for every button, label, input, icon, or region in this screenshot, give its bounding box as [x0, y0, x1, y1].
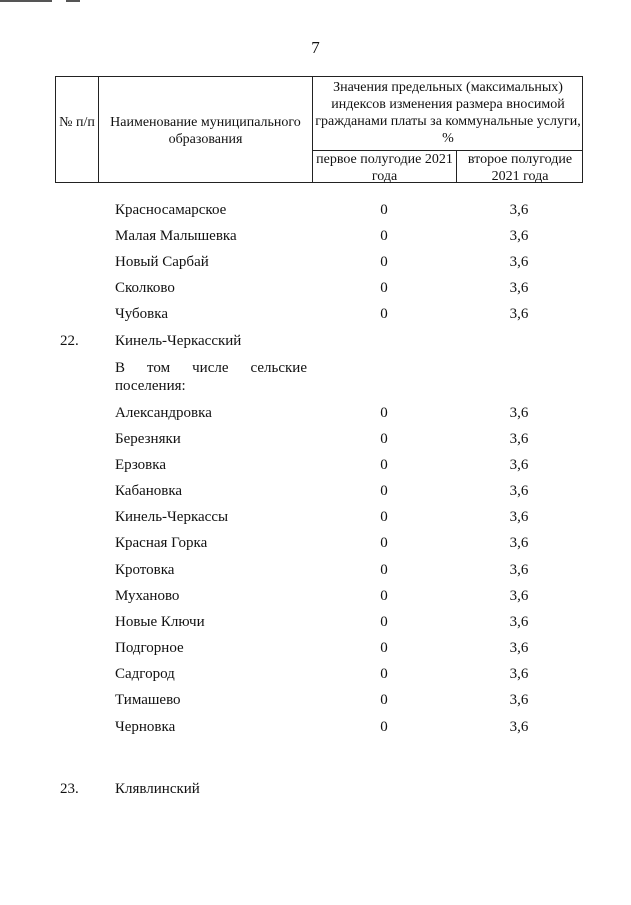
- settlement-name: Муханово: [115, 588, 180, 604]
- table-row: [0, 429, 631, 449]
- rural-settlements-note: В том числе сельские поселения:: [115, 360, 307, 394]
- settlement-name: Александровка: [115, 405, 212, 421]
- settlement-name: Чубовка: [115, 306, 168, 322]
- settlement-name: Красносамарское: [115, 202, 227, 218]
- table-row: [0, 533, 631, 553]
- value-first-half: 0: [380, 405, 388, 421]
- value-first-half: 0: [380, 280, 388, 296]
- value-first-half: 0: [380, 306, 388, 322]
- value-first-half: 0: [380, 202, 388, 218]
- header-number-column: № п/п: [59, 115, 95, 130]
- settlement-name: Тимашево: [115, 692, 181, 708]
- value-first-half: 0: [380, 509, 388, 525]
- value-second-half: 3,6: [509, 483, 529, 499]
- settlement-name: Черновка: [115, 719, 176, 735]
- value-second-half: 3,6: [509, 254, 529, 270]
- header-values-column: Значения предельных (максимальных) индексов изменения размера вносимой гражданами платы за коммунальные услуги, %: [315, 80, 581, 146]
- value-second-half: 3,6: [509, 562, 529, 578]
- settlement-name: Подгорное: [115, 640, 184, 656]
- value-second-half: 3,6: [509, 509, 529, 525]
- table-row: [0, 560, 631, 580]
- table-row: [0, 481, 631, 501]
- value-first-half: 0: [380, 457, 388, 473]
- section-row-22: [0, 331, 631, 351]
- value-first-half: 0: [380, 588, 388, 604]
- settlement-name: Кабановка: [115, 483, 183, 499]
- settlement-name: Садгород: [115, 666, 175, 682]
- value-first-half: 0: [380, 254, 388, 270]
- value-first-half: 0: [380, 431, 388, 447]
- value-second-half: 3,6: [509, 202, 529, 218]
- table-row: [0, 690, 631, 710]
- value-second-half: 3,6: [509, 614, 529, 630]
- value-first-half: 0: [380, 228, 388, 244]
- settlement-name: Красная Горка: [115, 535, 208, 551]
- value-second-half: 3,6: [509, 719, 529, 735]
- settlement-name: Березняки: [115, 431, 181, 447]
- municipality-name: Кинель-Черкасский: [115, 333, 242, 349]
- table-row: [0, 507, 631, 527]
- table-row: [0, 455, 631, 475]
- value-second-half: 3,6: [509, 588, 529, 604]
- table-row: [0, 304, 631, 324]
- section-number: 23.: [60, 781, 79, 797]
- settlement-name: Кинель-Черкассы: [115, 509, 229, 525]
- table-row: [0, 717, 631, 737]
- header-name-column: Наименование муниципального образования: [110, 115, 301, 147]
- table-row: [0, 252, 631, 272]
- value-first-half: 0: [380, 692, 388, 708]
- table-header: [55, 76, 583, 183]
- value-first-half: 0: [380, 614, 388, 630]
- value-first-half: 0: [380, 640, 388, 656]
- table-row: [0, 638, 631, 658]
- value-second-half: 3,6: [509, 457, 529, 473]
- municipality-name: Клявлинский: [115, 781, 200, 797]
- value-second-half: 3,6: [509, 666, 529, 682]
- value-second-half: 3,6: [509, 405, 529, 421]
- table-row: [0, 664, 631, 684]
- page-number: 7: [311, 38, 320, 57]
- settlement-name: Новый Сарбай: [115, 254, 209, 270]
- header-first-half-2021: первое полугодие 2021 года: [316, 152, 453, 184]
- value-second-half: 3,6: [509, 228, 529, 244]
- scan-edge-mark: [66, 0, 80, 2]
- value-first-half: 0: [380, 483, 388, 499]
- value-second-half: 3,6: [509, 640, 529, 656]
- value-second-half: 3,6: [509, 306, 529, 322]
- table-row: [0, 612, 631, 632]
- table-row: [0, 226, 631, 246]
- table-row: [0, 278, 631, 298]
- value-first-half: 0: [380, 666, 388, 682]
- table-row: [0, 200, 631, 220]
- settlement-name: Новые Ключи: [115, 614, 205, 630]
- value-second-half: 3,6: [509, 280, 529, 296]
- scan-edge-mark: [0, 0, 52, 2]
- value-first-half: 0: [380, 719, 388, 735]
- section-row-23: [0, 779, 631, 799]
- value-first-half: 0: [380, 562, 388, 578]
- settlement-name: Сколково: [115, 280, 175, 296]
- value-second-half: 3,6: [509, 431, 529, 447]
- table-row: [0, 586, 631, 606]
- section-number: 22.: [60, 333, 79, 349]
- settlement-name: Ерзовка: [115, 457, 166, 473]
- value-first-half: 0: [380, 535, 388, 551]
- settlement-name: Кротовка: [115, 562, 175, 578]
- value-second-half: 3,6: [509, 692, 529, 708]
- header-second-half-2021: второе полугодие 2021 года: [467, 152, 573, 184]
- settlement-name: Малая Малышевка: [115, 228, 237, 244]
- table-row: [0, 403, 631, 423]
- value-second-half: 3,6: [509, 535, 529, 551]
